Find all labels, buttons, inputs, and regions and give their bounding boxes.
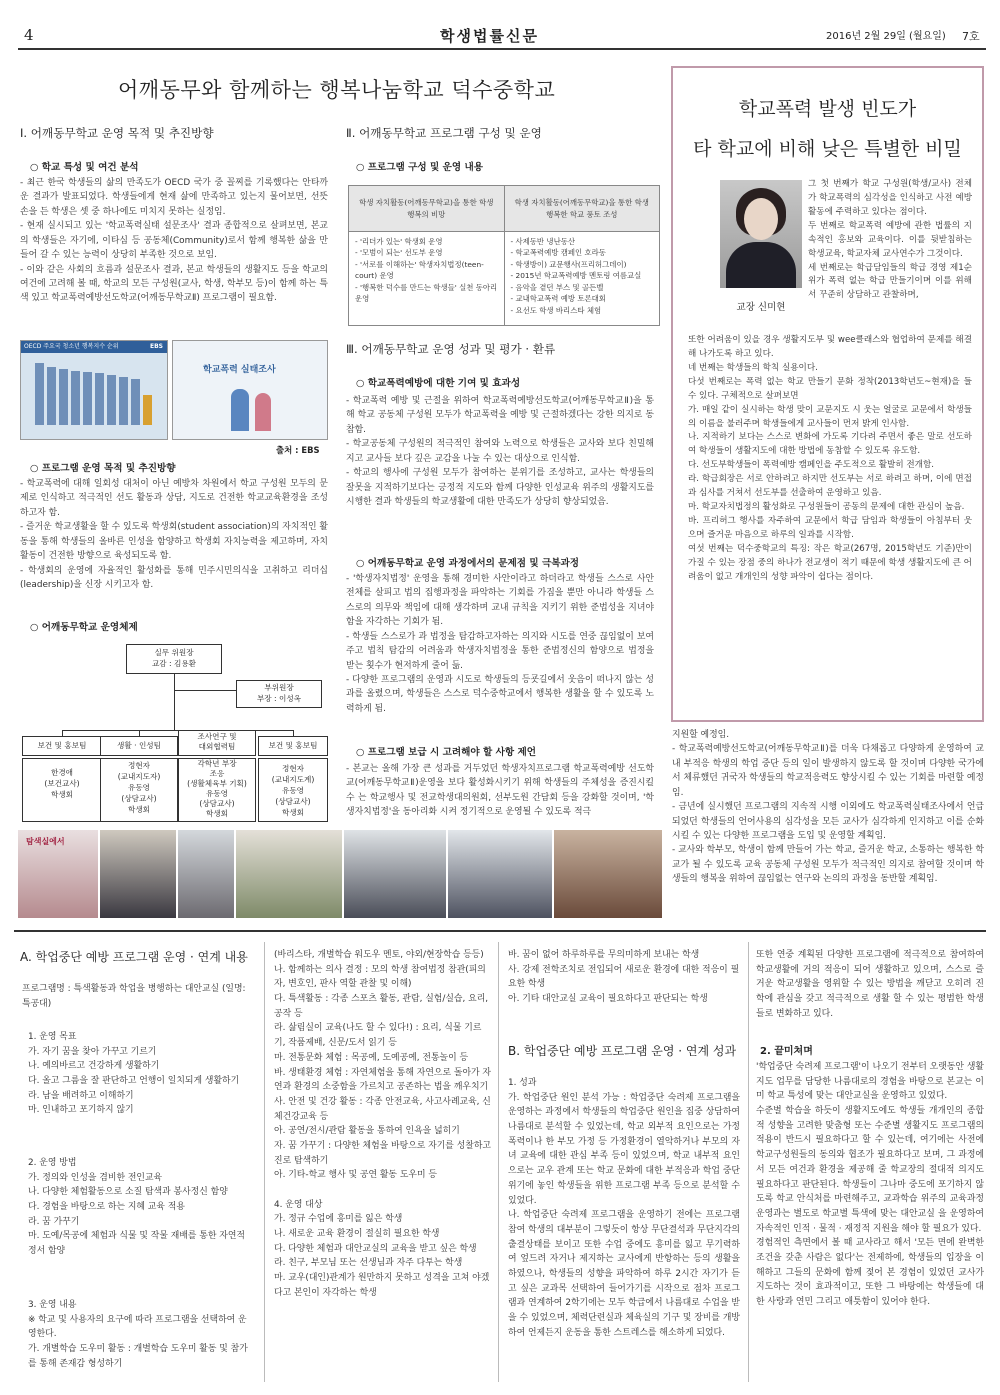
poster-title: 학교폭력 실태조사 (203, 365, 276, 375)
lower-a-methods: 2. 운영 방법 가. 정의와 인성을 겸비한 전인교육 나. 다양한 체험활동으로 소질 탐색과 봉사정신 함양 다. 경험을 바탕으로 하는 지혜 교육 적용 라. 꿈 가꾸기 마. 도예/목공에 체험과 식물 및 작물 재배를 통한 자연적 정서 함양 (28, 1158, 245, 1257)
poster-figure (255, 393, 271, 431)
principal-photo (720, 180, 802, 288)
paragraph: - '학생자치법정' 운영을 통해 경미한 사안이라고 하더라고 학생들 스스로 사안 전체를 살피고 법의 집행과정을 파악하는 기회를 가짐을 뿐만 아니라 학생들 스스로의 의무와 책임에 대해 생각하며 교내 규칙을 지키기 위한 준법성을 지녀야 함을 자각하는 기회가 됨. (346, 574, 654, 628)
lower-d-body: '학업중단 숙려제 프로그램'이 나오기 전부터 오랫동안 생활지도 업무를 담당한 나름대로의 경험을 바탕으로 본교는 이미 학교 특성에 맞는 대안교실을 운영하고 있었다. 수준별 학습을 하듯이 생활지도에도 학생들 개개인의 종합적 성향을 고려한 맞춤형 또는 수준별 생활지도 프로그램의 적용이 반드시 필요하다고 할 수 있는데, 여기에는 사전에 학교구성원들의 동의와 협조가 필요하다고 보며, 그 과정에서 모든 여건과 환경을 제공해 줄 학교장의 절대적 의지도 필요하다고 판단된다. 학생들이 그나마 중도에 포기하지 않도록 학교 안식처를 마련해주고, 교과학습 위주의 교육과정 운영과는 별도로 학교별 특색에 맞는 대안교실 을 운영하여 자속적인 인적 · 물적 · 재정적 지원을 해야 할 필요가 있다. 경험적인 측면에서 볼 때 교사라고 해서 '모든 면에 완벽한 조건을 갖춘 사람은 없다'는 전제하에, 학생들의 입장을 이해하고 그들의 문화에 함께 젖어 본 경험이 있었던 교사가 지도하는 것이 효과적이고, 또한 그 바탕에는 학생들에 대한 사랑과 연민 그리고 애틋함이 있어야 한다. (756, 1062, 984, 1307)
program-table-header: 학생 자치활동(어깨동무학교)을 통한 학생 행복한 학교 풍토 조성 (504, 186, 660, 232)
lower-b-column: (바리스타, 개별학습 워도우 멘토, 야외/현장학습 등등) 나. 함께하는 의사 결정 : 모의 학생 참여법정 참관(피의자, 변호인, 판사 역할 관찰 및 이해) 다. 특색활동 : 각종 스포츠 활동, 관람, 실험/실습, 요리, 공작 등 라. 삶림실이 교육(나도 할 수 있다!) : 요리, 식물 기르기, 작품제배, 신문/도서 읽기 등 마. 전통문화 체험 : 목공예, 도예공예, 전통놀이 등 바. 생태환경 체험 : 자연체험을 통해 자연으로 돌아가 자연과 환경의 소중함을 가르치고 공존하는 법을 깨우치기 사. 안전 및 건강 활동 : 각종 안전교육, 사고사례교육, 신체건강교육 등 아. 공연/전시/관람 활동을 통하여 인욕을 넓히기 자. 꿈 가꾸기 : 다양한 체험을 바탕으로 자기를 성찰하고 진로 탐색하기 아. 기타-학교 행사 및 공연 활동 도우미 등 4. 운영 대상 가. 정규 수업에 흥미를 잃은 학생 나. 새로운 교육 환경이 절실히 필요한 학생 다. 다양한 체험과 대안교실의 교육을 받고 싶은 학생 라. 친구, 부모님 또는 선생님과 자주 다투는 학생 마. 교우(대인)관계가 원만하지 못하고 성격을 고쳐 야겠다고 본인이 자각하는 학생 (274, 950, 491, 1298)
photo-face (744, 198, 778, 240)
activity-photo (448, 830, 552, 918)
chart-label: OECD 주요국 청소년 행복지수 순위 (21, 341, 167, 353)
lower-a-content: 3. 운영 내용 ※ 학교 및 사용자의 요구에 따라 프로그램을 선택하여 운영한다. 가. 개별학습 도우미 활동 : 개별학습 도우미 활동 및 참가를 통해 존재감 형성하기 (28, 1300, 248, 1369)
org-team-research: 조사연구 및 대외협력팀 (178, 730, 256, 756)
col1-body-2 (20, 477, 328, 592)
chart-bar (35, 363, 44, 425)
org-team-members: 한경애 (보건교사) 학생회 (22, 758, 102, 822)
section-2-title: Ⅱ. 어깨동무학교 프로그램 구성 및 운영 (346, 126, 542, 140)
paragraph: - 학교폭력에 대해 일회성 대처이 아닌 예방차 차원에서 학교 구성원 모두의 문제로 인식하고 적극적인 선도 활동과 상담, 지도로 건전한 학교교육환경을 조성하고자 함. (20, 479, 328, 518)
program-table-cell: - 사제동반 냉난동산 - 학교폭력예방 캠페인 호라동 - 학생방이) 교문행사(프리허그데이) - 2015년 학교폭력예방 멘토링 여름교실 - 음악을 곁던 부스 및 골든벨 - 교내학교폭력 예방 토론대회 - 요선도 학생 바리스타 체험 (504, 232, 660, 326)
col2-body-1 (346, 394, 654, 509)
chart-brand: EBS (150, 343, 163, 350)
org-team-health-pr-2: 보건 및 홍보팀 (258, 736, 328, 756)
masthead: 학생법률신문 (440, 27, 539, 45)
subhead-purpose: ○ 프로그램 운영 목적 및 추진방향 (30, 463, 176, 474)
sidebar-body-right: 그 첫 번째가 학교 구성원(학생/교사) 전체가 학교폭력의 심각성을 인식하고 사전 예방 활동에 주력하고 있다는 점이다. 두 번째로 학교폭력 예방에 관한 법률의 지속적인 홍보와 교육이다. 이를 뒷받침하는 학생교육, 학교자체 교사연수가 그것이다. 세 번째로는 학급담임들의 학급 경영 제1순위가 폭력 없는 학급 만들기이며 이를 위해서 꾸준히 상담하고 관찰하며, (808, 179, 972, 301)
section-1-title: Ⅰ. 어깨동무학교 운영 목적 및 추진방향 (20, 126, 214, 140)
lower-b-title: B. 학업중단 예방 프로그램 운영 · 연계 성과 (508, 1044, 737, 1058)
subhead-problems: ○ 어깨동무학교 운영 과정에서의 문제점 및 극복과정 (356, 558, 580, 569)
activity-photo (18, 830, 98, 918)
org-chair: 실무 위원장 교감 : 김용환 (126, 644, 222, 674)
chart-source: 출처 : EBS (276, 445, 320, 455)
chart-bar-highlight (143, 395, 152, 425)
program-table-header: 학생 자치활동(어깨동무학교)을 통한 학생 행복의 비망 (349, 186, 505, 232)
photo-banner-text: 탐색실에서 (26, 837, 65, 846)
chart-bar (131, 379, 140, 425)
col1-body-1 (20, 176, 328, 306)
lower-a-goals: 1. 운영 목표 가. 자기 꿈을 찾아 가꾸고 기르기 나. 예의바르고 건강하게 생활하기 다. 올고 그름을 잘 판단하고 언행이 일치되게 생활하기 라. 남을 배려하고 이해하기 마. 인내하고 포기하지 않기 (28, 1032, 240, 1116)
paragraph: - 학생회의 운영에 자율적인 활성화를 통해 민주시민의식을 고취하고 리더십(leadership)을 신장 시키고자 함. (20, 565, 328, 590)
chart-bar (107, 375, 116, 425)
paragraph: - 이와 같은 사회의 흐름과 설문조사 결과, 본교 학생들의 생활지도 등을 학교의 여건에 고려해 볼 때, 학교의 모든 구성원(교사, 학생, 학부모 등)이 함께 하는 특색 있고 학교폭력예방선도학교(어깨동무학교Ⅱ) 프로그램이 필요함. (20, 264, 328, 304)
paragraph: - 본교는 올해 가장 큰 성과를 거두었던 학생자치프로그램 학교폭력예방 선도학교(어깨동무학교Ⅱ)운영을 보다 활성화시키기 위해 학생들의 주체성을 증진시킬 수 는 학교행사 및 전교학생대의원회, 선부도원 간담회 등을 강화할 것이며, '학생자치법정'을 동아리화 시켜 정기적으로 운영될 수 있도록 적극 (346, 764, 654, 818)
chart-bar (59, 369, 68, 425)
survey-poster-image (172, 340, 328, 440)
col3-body-lower: 지원할 예정임. - 학교폭력예방선도학교(어깨동무학교Ⅱ)를 더욱 다채롭고 다양하게 운영하여 교내 부적응 학생의 학업 중단 등의 일이 발생하지 않도록 할 것이며 다양한 국가에서 체류했던 귀국자 학생들의 학교적응력도 향상시킬 수 있는 기회를 마련할 예정임. - 금년에 실시했던 프로그램의 지속적 시행 이외에도 학교폭력실태조사에서 언급되었던 학생들의 언어사용의 심각성을 모든 교사가 심각하게 인지하고 이를 순화시킬 수 있는 다양한 프로그램을 도입 및 운영할 계획임. - 교사와 학부모, 학생이 함께 만들어 가는 학교, 즐거운 학교, 소통하는 행복한 학교가 될 수 있도록 교육 공동체 구성원 모두가 적극적인 의지로 참여할 것이며 학생들의 행복을 위하여 끊임없는 연구와 논의의 과정을 동반할 계획임. (672, 730, 984, 885)
photo-body (726, 242, 796, 288)
column-rule (498, 942, 499, 1382)
org-team-members: 정현자 (교내지도계) 유동영 (상담교사) 학생회 (258, 758, 328, 822)
paragraph: - 학교의 행사에 구성원 모두가 참여하는 분위기를 조성하고, 교사는 학생들의 잘못을 지적하기보다는 긍정적 지도와 함께 다양한 인성교육 위주의 생활지도를 시행한 결과 학생들의 학교생활에 대한 만족도가 상당히 향상되었음. (346, 468, 654, 507)
column-rule (748, 942, 749, 1382)
sidebar-title-1: 학교폭력 발생 빈도가 (738, 98, 917, 120)
paragraph: - 학교공동체 구성원의 적극적인 참여와 노력으로 학생들은 교사와 보다 친밀해지고 교사들 보다 깊은 교감을 나눌 수 있는 대상으로 인식함. (346, 439, 654, 464)
chart-bar (95, 373, 104, 425)
photo-caption: 교장 신미현 (736, 302, 786, 313)
poster-figure (231, 389, 249, 431)
org-team-members: 각학년 부장 조응 (생활체육부 기획) 유동영 (상담교사) 학생회 (178, 758, 256, 822)
org-team-life-character: 생활 · 인성팀 (100, 736, 178, 756)
paragraph: - 학교폭력 예방 및 근절을 위하여 학교폭력예방선도학교(어깨동무학교Ⅱ)을 통해 학교 공동체 구성원 모두가 학교폭력을 예방 및 근절하겠다는 강한 의지로 동참함. (346, 396, 654, 435)
org-team-health-pr: 보건 및 홍보팀 (22, 736, 102, 756)
chart-bar (47, 367, 56, 425)
col2-body-2 (346, 572, 654, 716)
main-title: 어깨동무와 함께하는 행복나눔학교 덕수중학교 (118, 78, 556, 102)
chart-bar (71, 371, 80, 425)
chart-bar (119, 377, 128, 425)
issue-date: 2016년 2월 29일 (월요일) (826, 31, 946, 42)
lower-a-intro: 프로그램명 : 특색활동과 학업을 병행하는 대안교실 (일명: 특공대) (22, 984, 246, 1009)
subhead-program: ○ 프로그램 구성 및 운영 내용 (356, 162, 484, 173)
oecd-happiness-chart-image (20, 340, 168, 440)
column-rule (264, 942, 265, 1382)
activity-photo (178, 830, 234, 918)
paragraph: - 학생들 스스로가 과 법정을 탐감하고자하는 의지와 시도를 연중 끊임없이 보여주고 법칙 탐감의 어려움과 학생자치법정을 통한 준법정신의 함양으로 법정을 받는 횟수가 현저하게 줄어 듦. (346, 631, 654, 671)
col2-body-3 (346, 762, 654, 820)
activity-photo (344, 830, 446, 918)
lower-c-top: 바. 꿈이 없어 하루하루를 무의미하게 보내는 학생 사. 강제 전학조치로 전입되어 새로운 환경에 대한 적응이 필요한 학생 아. 기타 대안교실 교육이 필요하다고 판단되는 학생 (508, 950, 740, 1005)
lower-a-title: A. 학업중단 예방 프로그램 운영 · 연계 내용 (20, 950, 248, 964)
org-vice-chair: 부위원장 부장 : 이성옥 (236, 680, 322, 708)
page-number: 4 (24, 26, 34, 44)
section-3-title: Ⅲ. 어깨동무학교 운영 성과 및 평가 · 환류 (346, 342, 556, 356)
org-team-members: 정현자 (교내지도자) 유동영 (상담교사) 학생회 (100, 758, 178, 822)
subhead-school-analysis: ○ 학교 특성 및 여건 분석 (30, 162, 139, 173)
activity-photo (236, 830, 342, 918)
subhead-suggestions: ○ 프로그램 보급 시 고려해야 할 사항 제언 (356, 747, 537, 758)
paragraph: - 다양한 프로그램의 운영과 시도로 학생들의 등굣길에서 웃음이 떠나지 않는 성과를 올렸으며, 학생들은 스스로 덕수중학교에서 행복한 생활을 할 수 있도록 노력하게 됨. (346, 674, 654, 714)
paragraph: - 즐거운 학교생활을 할 수 있도록 학생회(student association)의 자치적인 활동을 통해 학생들의 올바른 인성을 함양하고 학생회 자치능력을 제고하며, 자치활동이 건전한 방향으로 육성되도록 함. (20, 522, 328, 562)
paragraph: - 현재 실시되고 있는 '학교폭력실태 설문조사' 결과 종합적으로 살펴보면, 본교의 학생들은 자기에, 이타심 등 공동체(Community)로서 함께 행복한 삶을 만들어 갈 수 있는 능력이 상당히 부족한 것으로 보임. (20, 221, 328, 261)
edition: 7호 (962, 30, 980, 43)
sidebar-body-full: 또한 어려움이 있을 경우 생활지도부 및 wee클래스와 협업하여 문제를 해결해 나가도록 하고 있다. 네 번째는 학생들의 학칙 실용이다. 다섯 번째로는 폭력 없는 학교 만들기 문화 정착(2013학년도~현재)을 들 수 있다. 구체적으로 살펴보면 가. 매일 같이 실시하는 학생 맞이 교문지도 시 웃는 얼굴로 교문에서 학생들의 이름을 불러주며 학생들에게 교사들이 먼저 밝게 인사함. 나. 지적하기 보다는 스스로 변화에 가도록 기다려 주면서 좋은 말로 선도하여 학생들이 생활지도에 대한 방법에 동참할 수 있도록 유도함. 다. 선도부학생들이 폭력예방 캠페인을 주도적으로 활발히 전개함. 라. 학급회장은 서로 안하려고 하지만 선도부는 서로 하려고 하며, 이에 면접과 심사를 거쳐서 선도부를 선출하여 운영하고 있음. 마. 학교자치법정의 활성화로 구성원들이 공동의 문제에 대한 관심이 높음. 바. 프리허그 행사를 자주하여 교문에서 학급 담임과 학생들이 아침부터 웃으며 즐거운 마음으로 하루의 일과를 시작함. 여섯 번째는 덕수중학교의 특징: 작은 학교(267명, 2015학년도 기준)만이 가질 수 있는 장점 중의 하나가 전교생이 적기 때문에 학생 생활지도에 큰 어려움이 없고 개개인의 성향 파악이 쉽다는 점이다. (688, 335, 972, 582)
chart-bar (83, 372, 92, 425)
subhead-org: ○ 어깨동무학교 운영체제 (30, 622, 138, 633)
org-connector (174, 690, 236, 691)
program-table (348, 185, 660, 326)
program-table-cell: - '리더가 있는' 학생회 운영 - '모범이 되는' 선도부 운영 - '서로를 이해하는' 학생자치법정(teen-court) 운영 - '행복한 덕수를 만드는 학생들' 실천 동아리 운영 (349, 232, 505, 326)
header-rule (18, 48, 986, 50)
lower-d-top: 또한 연중 계획된 다양한 프로그램에 적극적으로 참여하여 학교생활에 거의 적응이 되어 생활하고 있으며, 스스로 즐거운 학교생활을 영위할 수 있는 방법을 깨닫고 오히려 진학에 관심을 갖고 적극적으로 생활 할 수 있는 평범한 학생들로 변화하고 있다. (756, 950, 984, 1019)
paragraph: - 최근 한국 학생들의 삶의 만족도가 OECD 국가 중 꼴찌를 기록했다는 안타까운 결과가 발표되었다. 학생들에게 현재 삶에 만족하고 있는지 물어보면, 선뜻 손을 든 학생은 셋 중 하나에도 미치지 못하는 실정임. (20, 178, 328, 217)
lower-b-results: 1. 성과 가. 학업중단 원인 분석 가능 : 학업중단 숙려제 프로그램을 운영하는 과정에서 학생들의 학업중단 원인을 집중 상담하여 나름대로 분석할 수 있었는데, 학교 외부적 요인으로는 가정 폭력이나 한 부모 가정 등 가정환경이 열악하거나 부모의 자녀 교육에 대한 관심 부족 등이 있었으며, 학교 내부적 요인으로는 교우 관계 또는 학교 문화에 대한 부적응과 학업 중단위기에 놓인 학생들을 위한 프로그램 부족 등으로 분석할 수 있었다. 나. 학업중단 숙려제 프로그램을 운영하기 전에는 프로그램 참여 학생의 대부분이 그렇듯이 항상 무단결석과 무단지각의 출결상태를 보이고 또한 수업 중에도 흥미를 잃고 무기력하여 엎드려 자거나 제지하는 교사에게 반항하는 등의 생활을 하였으나, 학생들의 성향을 파악하여 하루 2시간 자기가 듣고 싶은 교과목 선택하여 들어가기를 시작으로 점차 프로그램과 연계하여 2학기에는 모두 학급에서 나름대로 수업을 받을 수 있었으며, 체력단련실과 체육실의 기구 및 장비를 개방하여 언제든지 운동을 통한 스트레스를 해소하게 되었다. (508, 1078, 740, 1338)
activity-photo (100, 830, 176, 918)
subhead-contribution: ○ 학교폭력예방에 대한 기여 및 효과성 (356, 378, 521, 389)
lower-d-title: 2. 끝미쳐며 (760, 1046, 813, 1057)
sidebar-title-2: 타 학교에 비해 낮은 특별한 비밀 (693, 138, 962, 160)
activity-photo (554, 830, 662, 918)
section-divider (14, 930, 986, 932)
org-connector (174, 674, 175, 730)
